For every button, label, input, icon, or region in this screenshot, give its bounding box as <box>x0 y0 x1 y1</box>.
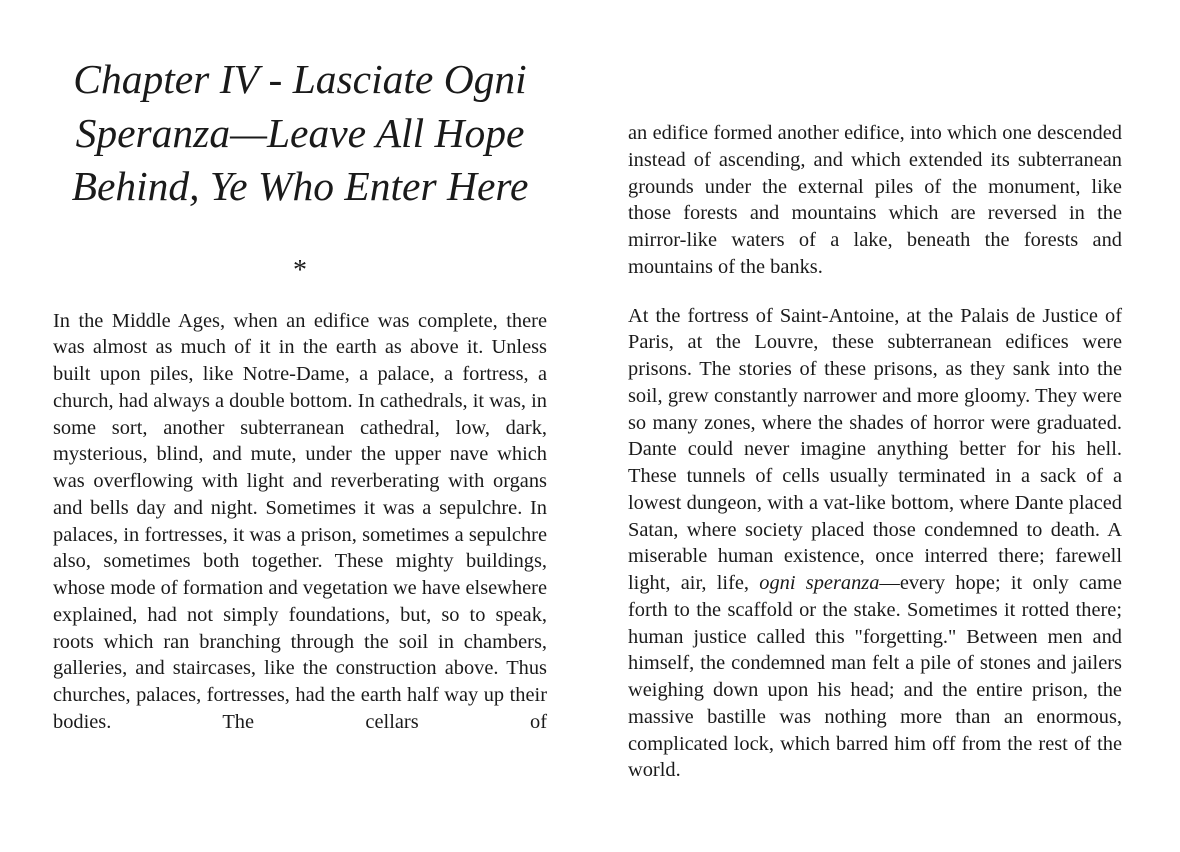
left-paragraph: In the Middle Ages, when an edifice was complete, there was almost as much of it in the earth as above it. Unless built upon piles, like Notre-Dame, a palace, a fortress, a church, had always a double bottom. In cathedrals, it was, in some sort, another subterranean cathedral, low, dark, mysterious, blind, and mute, under the upper nave which was overflowing with light and reverberating with organs and bells day and night. Sometimes it was a sepulchre. In palaces, in fortresses, it was a prison, sometimes a sepulchre also, sometimes both together. These mighty buildings, whose mode of formation and vegetation we have elsewhere explained, had not simply foundations, but, so to speak, roots which ran branching through the soil in chambers, galleries, and staircases, like the construction above. Thus churches, palaces, fortresses, had the earth half way up their bodies. The cellars of <box>53 309 547 733</box>
left-page <box>53 0 547 736</box>
right-paragraph-2 <box>628 303 1122 785</box>
paragraph-2-text-after: —every hope; it only came forth to the scaffold or the stake. Sometimes it rotted there; human justice called this "forgetting." Between men and himself, the condemned man felt a pile of stones and jailers weighing down upon his head; and the entire prison, the massive bastille was nothing more than an enormous, complicated lock, which barred him off from the rest of the world. <box>628 572 1122 782</box>
italic-phrase: ogni speranza <box>759 572 880 594</box>
right-paragraph-1: an edifice formed another edifice, into which one descended instead of ascending, and which extended its subterranean grounds under the external piles of the monument, like those forests and mountains which are reversed in the mirror-like waters of a lake, beneath the forests and mountains of the banks. <box>628 122 1122 278</box>
chapter-title: Chapter IV - Lasciate Ogni Speranza—Leave All Hope Behind, Ye Who Enter Here <box>71 56 529 209</box>
right-page <box>628 0 1122 784</box>
section-ornament: * <box>293 254 307 286</box>
paragraph-2-text-before: At the fortress of Saint-Antoine, at the Palais de Justice of Paris, at the Louvre, these subterranean edifices were prisons. The stories of these prisons, as they sank into the soil, grew constantly narrower and more gloomy. They were so many zones, where the shades of horror were graduated. Dante could never imagine anything better for his hell. These tunnels of cells usually terminated in a sack of a lowest dungeon, with a vat-like bottom, where Dante placed Satan, where society placed those condemned to death. A miserable human existence, once interred there; farewell light, air, life, <box>628 304 1122 594</box>
